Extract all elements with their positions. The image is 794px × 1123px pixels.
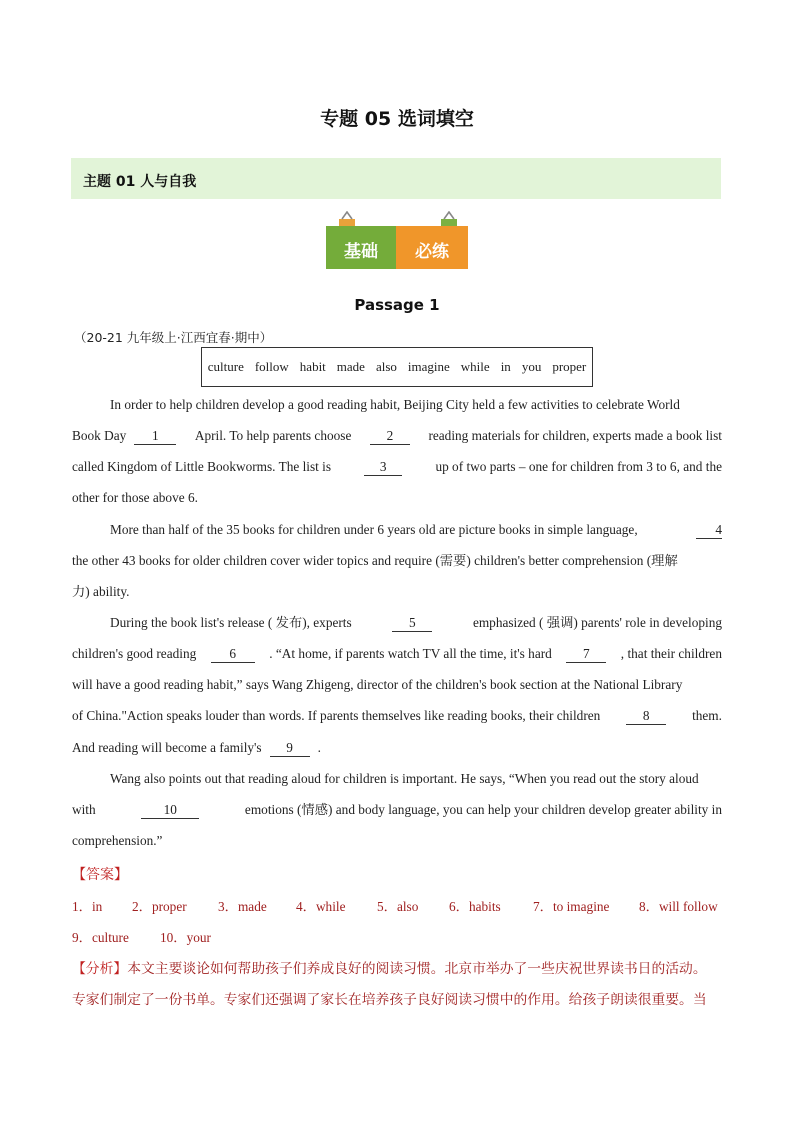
badge-right-panel [396,226,468,269]
passage-line [72,646,722,663]
answer-item: 9．culture [72,930,129,945]
line-text: with [72,802,96,817]
passage-line: the other 43 books for older children cover wider topics and require (需要) children's better comprehension (理解 [72,553,678,568]
blank-3[interactable]: 3 [364,459,402,476]
word-bank-item: culture [207,359,244,374]
answer-item: 8．will follow [639,899,718,914]
answer-item: 1．in [72,899,103,914]
blank-10[interactable]: 10 [141,802,199,819]
line-text: emotions (情感) and body language, you can help your children develop greater ability in [244,802,722,817]
analysis-line: 专家们制定了一份书单。专家们还强调了家长在培养孩子良好阅读习惯中的作用。给孩子朗读很重要。当 [72,992,707,1008]
word-bank-item: habit [299,359,326,374]
word-bank [201,347,593,387]
blank-9[interactable]: 9 [270,740,310,757]
blank-5[interactable]: 5 [392,615,432,632]
passage-line [72,708,722,725]
line-text: Book Day [72,428,127,443]
word-bank-item: in [500,359,511,374]
word-bank-item: made [336,359,365,374]
word-bank-item: imagine [407,359,450,374]
word-bank-item: you [521,359,542,374]
analysis-text: 本文主要谈论如何帮助孩子们养成良好的阅读习惯。北京市举办了一些庆祝世界读书日的活动。 [127,961,707,977]
passage-title: Passage 1 [354,296,440,314]
source-note: （20-21 九年级上·江西宜春·期中） [74,330,273,345]
line-text: . “At home, if parents watch TV all the time, it's hard [269,646,552,661]
answer-row [72,896,725,915]
blank-1[interactable]: 1 [134,428,176,445]
answer-item: 7．to imagine [533,899,610,914]
answer-item: 5．also [377,899,419,914]
blank-6[interactable]: 6 [211,646,255,663]
word-bank-item: also [375,359,397,374]
answer-label: 【答案】 [72,867,128,883]
line-text: . [317,740,321,755]
passage-line: comprehension.” [72,833,163,848]
topic-heading: 主题 01 人与自我 [83,174,197,190]
word-bank-item: while [460,359,490,374]
badge-right-text: 必练 [415,242,449,262]
line-text: emphasized ( 强调) parents' role in developing [472,615,722,630]
line-text: children's good reading [72,646,197,661]
answer-item: 3．made [218,899,267,914]
passage-line [72,802,722,819]
line-text: During the book list's release ( 发布), experts [110,615,352,630]
passage-line [110,522,722,539]
passage-line: Wang also points out that reading aloud for children is important. He says, “When you read out the story aloud [110,771,699,786]
section-badge [326,226,468,269]
line-text: And reading will become a family's [72,740,262,755]
word-bank-item: follow [254,359,289,374]
blank-4[interactable]: 4 [696,522,722,539]
blank-8[interactable]: 8 [626,708,666,725]
line-text: them. [692,708,722,723]
blank-2[interactable]: 2 [370,428,410,445]
passage-line [72,428,722,445]
answer-item: 10．your [160,930,211,945]
document-title: 专题 05 选词填空 [320,108,474,130]
analysis-label: 【分析】 [72,961,128,977]
answer-item: 6．habits [449,899,501,914]
line-text: up of two parts – one for children from 3 to 6, and the [435,459,722,474]
line-text: of China."Action speaks louder than words. If parents themselves like reading books, their children [72,708,601,723]
topic-bar [71,158,721,199]
analysis-line [72,957,724,977]
answer-item: 4．while [296,899,346,914]
word-bank-item: proper [552,359,587,374]
blank-7[interactable]: 7 [566,646,606,663]
line-text: , that their children [620,646,722,661]
line-text: called Kingdom of Little Bookworms. The list is [72,459,332,474]
line-text: April. To help parents choose [194,428,352,443]
passage-line: In order to help children develop a good reading habit, Beijing City held a few activities to celebrate World [110,397,680,412]
badge-left-text: 基础 [344,242,378,262]
badge-left-panel [326,226,396,269]
passage-line [72,740,722,757]
line-text: reading materials for children, experts made a book list [428,428,722,443]
answer-item: 2．proper [132,899,187,914]
passage-line [72,459,722,476]
passage-line: other for those above 6. [72,490,198,505]
passage-line: 力) ability. [72,584,130,599]
passage-line: will have a good reading habit,” says Wang Zhigeng, director of the children's book section at the National Library [72,677,683,692]
line-text: More than half of the 35 books for children under 6 years old are picture books in simple language, [110,522,638,537]
answer-row [72,927,240,946]
passage-line [110,615,722,632]
